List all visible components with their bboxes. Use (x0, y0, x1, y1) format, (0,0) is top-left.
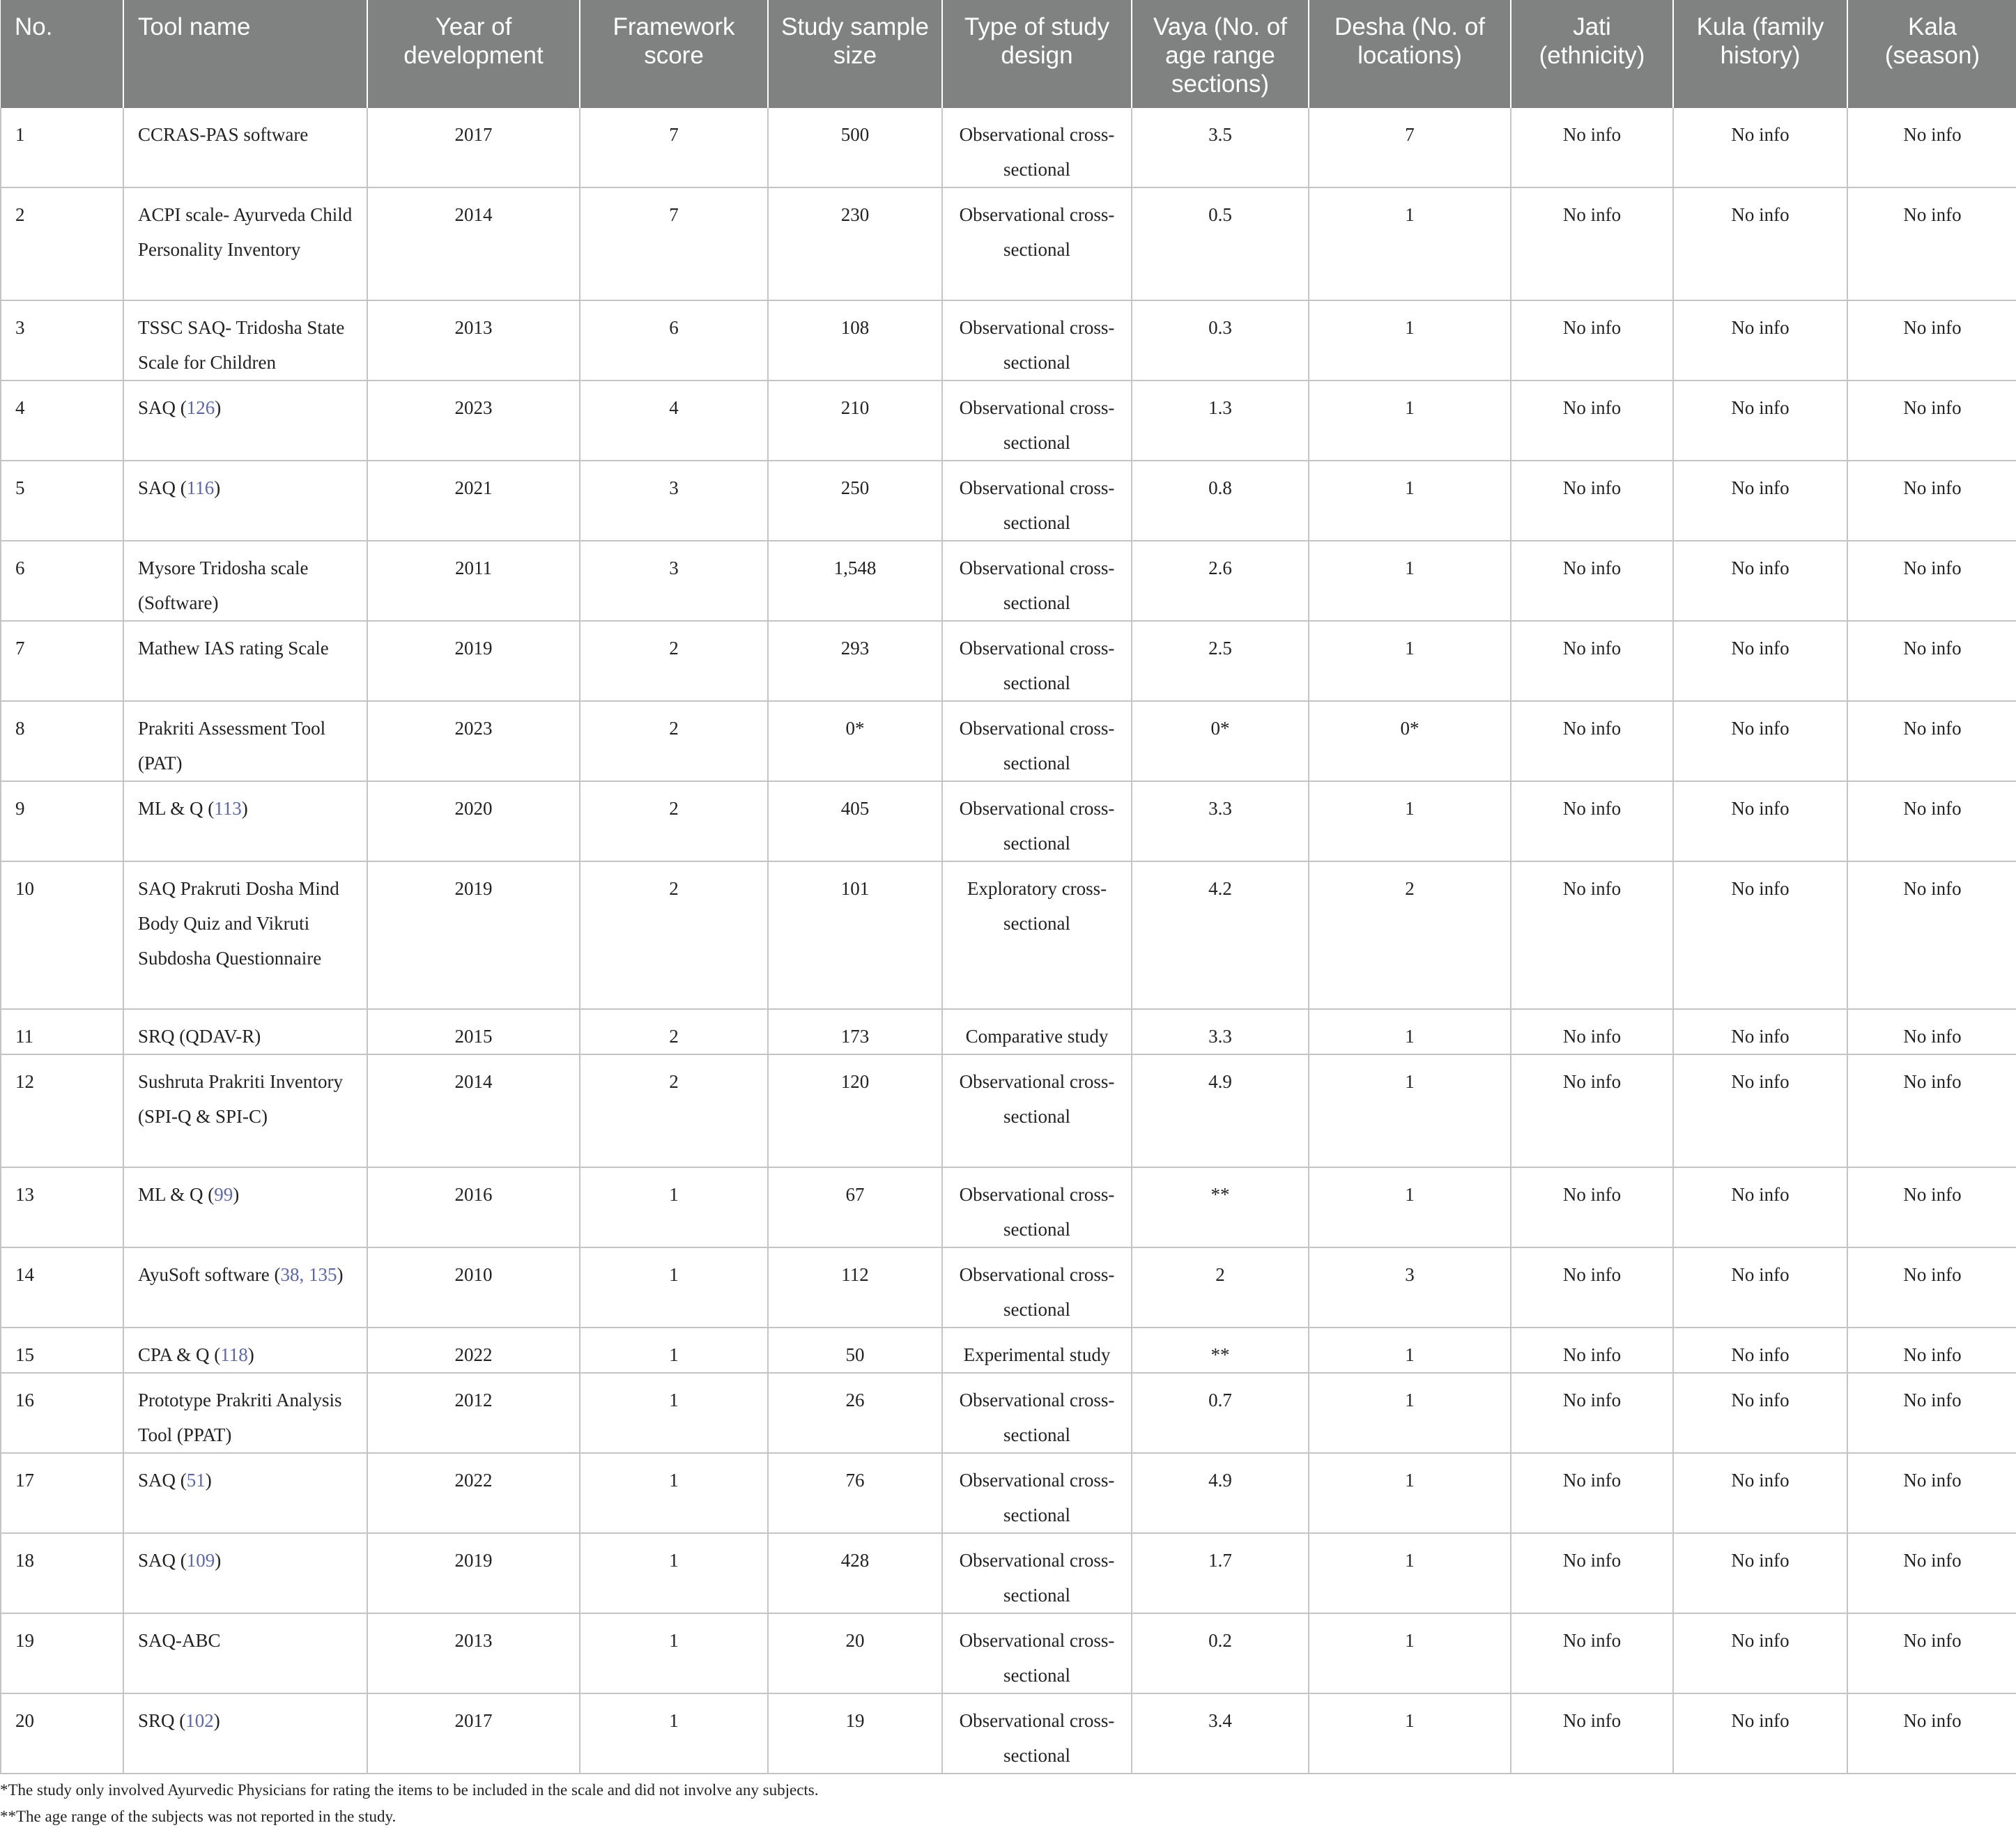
cell-vaya: 2.6 (1132, 541, 1309, 621)
cell-desha: 0* (1309, 701, 1511, 781)
cell-sample-size: 1,548 (768, 541, 942, 621)
footnote-1: *The study only involved Ayurvedic Physicians for rating the items to be included in the scale and did not involve any subjects. (0, 1781, 819, 1799)
cell-study-design: Observational cross-sectional (942, 380, 1132, 461)
cell-no: 12 (1, 1054, 123, 1167)
cell-kala: No info (1847, 781, 2016, 861)
cell-desha: 1 (1309, 1054, 1511, 1167)
cell-kala: No info (1847, 621, 2016, 701)
cell-no: 9 (1, 781, 123, 861)
cell-study-design: Observational cross-sectional (942, 461, 1132, 541)
table-row (1, 1533, 2016, 1613)
tool-name-text: ACPI scale- Ayurveda Child Personality Inventory (138, 204, 353, 260)
table-row (1, 701, 2016, 781)
cell-framework-score: 1 (580, 1373, 768, 1453)
cell-jati: No info (1511, 701, 1673, 781)
tool-name-text: SAQ ( (138, 1470, 187, 1491)
cell-year: 2015 (367, 1009, 580, 1054)
cell-tool-name: CPA & Q (118) (123, 1328, 367, 1373)
cell-vaya: 0.7 (1132, 1373, 1309, 1453)
cell-sample-size: 293 (768, 621, 942, 701)
cell-kala: No info (1847, 1328, 2016, 1373)
cell-sample-size: 500 (768, 108, 942, 187)
cell-desha: 1 (1309, 781, 1511, 861)
cell-tool-name (123, 1613, 367, 1693)
cell-tool-name: AyuSoft software (38, 135) (123, 1247, 367, 1328)
cell-jati: No info (1511, 781, 1673, 861)
cell-sample-size: 76 (768, 1453, 942, 1533)
tool-name-text: SAQ ( (138, 397, 187, 418)
cell-kala: No info (1847, 300, 2016, 380)
table-row (1, 300, 2016, 380)
cell-year: 2013 (367, 300, 580, 380)
cell-year: 2020 (367, 781, 580, 861)
cell-framework-score: 1 (580, 1533, 768, 1613)
cell-kula: No info (1673, 1453, 1847, 1533)
cell-jati: No info (1511, 1009, 1673, 1054)
cell-year: 2022 (367, 1328, 580, 1373)
cell-year: 2013 (367, 1613, 580, 1693)
cell-study-design: Observational cross-sectional (942, 541, 1132, 621)
cell-tool-name: SRQ (102) (123, 1693, 367, 1774)
reference-link[interactable]: 126 (186, 397, 215, 418)
cell-jati: No info (1511, 621, 1673, 701)
cell-tool-name: SAQ (109) (123, 1533, 367, 1613)
cell-kula: No info (1673, 701, 1847, 781)
cell-year: 2021 (367, 461, 580, 541)
cell-no: 6 (1, 541, 123, 621)
table-row (1, 1453, 2016, 1533)
cell-year: 2019 (367, 861, 580, 1009)
cell-sample-size: 67 (768, 1167, 942, 1247)
cell-kala: No info (1847, 1693, 2016, 1774)
tool-name-text: CPA & Q ( (138, 1344, 221, 1365)
cell-framework-score: 1 (580, 1167, 768, 1247)
reference-link[interactable]: 116 (186, 477, 215, 498)
cell-jati: No info (1511, 1167, 1673, 1247)
cell-tool-name: SAQ (126) (123, 380, 367, 461)
cell-no: 14 (1, 1247, 123, 1328)
cell-year: 2019 (367, 621, 580, 701)
cell-kula: No info (1673, 187, 1847, 300)
cell-study-design: Experimental study (942, 1328, 1132, 1373)
header-study-design: Type of study design (942, 0, 1132, 108)
tool-name-text: AyuSoft software ( (138, 1264, 281, 1285)
header-kala: Kala (season) (1847, 0, 2016, 108)
table-row (1, 461, 2016, 541)
cell-framework-score: 4 (580, 380, 768, 461)
cell-vaya: 3.4 (1132, 1693, 1309, 1774)
cell-year: 2022 (367, 1453, 580, 1533)
cell-framework-score: 1 (580, 1453, 768, 1533)
cell-jati: No info (1511, 1453, 1673, 1533)
header-year: Year of development (367, 0, 580, 108)
cell-no: 17 (1, 1453, 123, 1533)
cell-no: 15 (1, 1328, 123, 1373)
cell-framework-score: 1 (580, 1247, 768, 1328)
cell-kala: No info (1847, 541, 2016, 621)
tool-name-text: SAQ Prakruti Dosha Mind Body Quiz and Vikruti Subdosha Questionnaire (138, 878, 339, 969)
tool-name-text: SRQ (QDAV-R) (138, 1026, 261, 1047)
cell-kala: No info (1847, 108, 2016, 187)
cell-vaya: ** (1132, 1328, 1309, 1373)
cell-kula: No info (1673, 1054, 1847, 1167)
cell-jati: No info (1511, 300, 1673, 380)
cell-kala: No info (1847, 701, 2016, 781)
cell-framework-score: 6 (580, 300, 768, 380)
cell-tool-name (123, 861, 367, 1009)
cell-kula: No info (1673, 541, 1847, 621)
cell-desha: 1 (1309, 541, 1511, 621)
tool-name-text: CCRAS-PAS software (138, 124, 309, 145)
cell-vaya: 2 (1132, 1247, 1309, 1328)
cell-framework-score: 7 (580, 187, 768, 300)
cell-year: 2016 (367, 1167, 580, 1247)
cell-no: 11 (1, 1009, 123, 1054)
cell-sample-size: 120 (768, 1054, 942, 1167)
cell-kala: No info (1847, 1453, 2016, 1533)
cell-kula: No info (1673, 1247, 1847, 1328)
cell-vaya: 1.7 (1132, 1533, 1309, 1613)
cell-tool-name (123, 1009, 367, 1054)
cell-desha: 2 (1309, 861, 1511, 1009)
cell-no: 7 (1, 621, 123, 701)
cell-no: 2 (1, 187, 123, 300)
cell-sample-size: 19 (768, 1693, 942, 1774)
header-jati: Jati (ethnicity) (1511, 0, 1673, 108)
cell-vaya: 4.9 (1132, 1453, 1309, 1533)
tool-name-text: ML & Q ( (138, 1184, 215, 1205)
cell-framework-score: 2 (580, 1054, 768, 1167)
cell-kala: No info (1847, 1613, 2016, 1693)
cell-year: 2010 (367, 1247, 580, 1328)
header-tool-name: Tool name (123, 0, 367, 108)
cell-kula: No info (1673, 1613, 1847, 1693)
reference-link[interactable]: 102 (185, 1710, 214, 1731)
table-row (1, 380, 2016, 461)
table-row (1, 1247, 2016, 1328)
footnote-2: **The age range of the subjects was not reported in the study. (0, 1808, 397, 1825)
tool-name-text: Sushruta Prakriti Inventory (SPI-Q & SPI-C) (138, 1071, 343, 1127)
cell-desha: 1 (1309, 461, 1511, 541)
cell-tool-name (123, 108, 367, 187)
cell-no: 4 (1, 380, 123, 461)
cell-sample-size: 112 (768, 1247, 942, 1328)
cell-kala: No info (1847, 861, 2016, 1009)
tool-name-text: SRQ ( (138, 1710, 186, 1731)
table-row (1, 1373, 2016, 1453)
cell-sample-size: 173 (768, 1009, 942, 1054)
table-row (1, 541, 2016, 621)
cell-desha: 1 (1309, 300, 1511, 380)
cell-jati: No info (1511, 1247, 1673, 1328)
cell-framework-score: 2 (580, 701, 768, 781)
cell-kula: No info (1673, 380, 1847, 461)
cell-framework-score: 1 (580, 1328, 768, 1373)
tool-name-text: Prototype Prakriti Analysis Tool (PPAT) (138, 1390, 342, 1445)
cell-sample-size: 405 (768, 781, 942, 861)
cell-desha: 1 (1309, 1693, 1511, 1774)
header-sample-size: Study sample size (768, 0, 942, 108)
cell-sample-size: 0* (768, 701, 942, 781)
cell-sample-size: 101 (768, 861, 942, 1009)
cell-tool-name (123, 621, 367, 701)
cell-year: 2017 (367, 108, 580, 187)
cell-no: 13 (1, 1167, 123, 1247)
cell-study-design: Observational cross-sectional (942, 621, 1132, 701)
cell-study-design: Observational cross-sectional (942, 1533, 1132, 1613)
cell-year: 2023 (367, 380, 580, 461)
cell-kala: No info (1847, 1247, 2016, 1328)
cell-desha: 1 (1309, 1167, 1511, 1247)
cell-kula: No info (1673, 1693, 1847, 1774)
cell-kala: No info (1847, 1373, 2016, 1453)
reference-link[interactable]: 113 (214, 798, 242, 819)
cell-kula: No info (1673, 1328, 1847, 1373)
cell-study-design: Exploratory cross-sectional (942, 861, 1132, 1009)
cell-desha: 1 (1309, 621, 1511, 701)
cell-year: 2011 (367, 541, 580, 621)
cell-tool-name: ML & Q (99) (123, 1167, 367, 1247)
cell-kula: No info (1673, 781, 1847, 861)
header-no: No. (1, 0, 123, 108)
cell-study-design: Observational cross-sectional (942, 701, 1132, 781)
cell-jati: No info (1511, 1054, 1673, 1167)
cell-kula: No info (1673, 1009, 1847, 1054)
cell-tool-name: SAQ (51) (123, 1453, 367, 1533)
cell-vaya: 0.8 (1132, 461, 1309, 541)
cell-desha: 1 (1309, 1533, 1511, 1613)
table-row (1, 1613, 2016, 1693)
cell-study-design: Observational cross-sectional (942, 108, 1132, 187)
cell-no: 18 (1, 1533, 123, 1613)
cell-jati: No info (1511, 108, 1673, 187)
cell-study-design: Observational cross-sectional (942, 781, 1132, 861)
cell-desha: 1 (1309, 1328, 1511, 1373)
cell-no: 1 (1, 108, 123, 187)
cell-vaya: 0.5 (1132, 187, 1309, 300)
cell-no: 20 (1, 1693, 123, 1774)
tool-name-text: Mysore Tridosha scale (Software) (138, 558, 309, 613)
cell-desha: 1 (1309, 1453, 1511, 1533)
cell-tool-name: SAQ (116) (123, 461, 367, 541)
cell-sample-size: 210 (768, 380, 942, 461)
cell-jati: No info (1511, 541, 1673, 621)
header-row (1, 0, 2016, 108)
cell-tool-name (123, 541, 367, 621)
cell-kula: No info (1673, 861, 1847, 1009)
reference-link[interactable]: 38, 135 (280, 1264, 337, 1285)
header-kula: Kula (family history) (1673, 0, 1847, 108)
cell-jati: No info (1511, 461, 1673, 541)
footnotes (0, 1774, 2016, 1830)
cell-study-design: Observational cross-sectional (942, 1373, 1132, 1453)
table-row (1, 1693, 2016, 1774)
cell-framework-score: 2 (580, 781, 768, 861)
cell-sample-size: 250 (768, 461, 942, 541)
cell-tool-name (123, 187, 367, 300)
table-row (1, 1009, 2016, 1054)
cell-desha: 1 (1309, 1373, 1511, 1453)
cell-sample-size: 428 (768, 1533, 942, 1613)
cell-framework-score: 3 (580, 541, 768, 621)
cell-year: 2014 (367, 1054, 580, 1167)
cell-sample-size: 20 (768, 1613, 942, 1693)
cell-desha: 1 (1309, 1009, 1511, 1054)
table-header (1, 0, 2016, 108)
tool-name-text: Prakriti Assessment Tool (PAT) (138, 718, 326, 774)
cell-study-design: Observational cross-sectional (942, 1167, 1132, 1247)
cell-vaya: 0.2 (1132, 1613, 1309, 1693)
cell-sample-size: 50 (768, 1328, 942, 1373)
cell-sample-size: 230 (768, 187, 942, 300)
cell-jati: No info (1511, 1693, 1673, 1774)
cell-framework-score: 1 (580, 1693, 768, 1774)
table-row (1, 1054, 2016, 1167)
cell-vaya: 3.3 (1132, 1009, 1309, 1054)
cell-tool-name (123, 1054, 367, 1167)
table-row (1, 187, 2016, 300)
reference-link[interactable]: 109 (186, 1550, 215, 1571)
cell-no: 5 (1, 461, 123, 541)
cell-kula: No info (1673, 621, 1847, 701)
cell-tool-name (123, 701, 367, 781)
cell-kula: No info (1673, 1533, 1847, 1613)
cell-framework-score: 2 (580, 621, 768, 701)
cell-kula: No info (1673, 108, 1847, 187)
cell-vaya: 4.2 (1132, 861, 1309, 1009)
cell-desha: 3 (1309, 1247, 1511, 1328)
cell-desha: 1 (1309, 380, 1511, 461)
cell-jati: No info (1511, 380, 1673, 461)
cell-kula: No info (1673, 461, 1847, 541)
cell-study-design: Observational cross-sectional (942, 1247, 1132, 1328)
tool-name-text: TSSC SAQ- Tridosha State Scale for Children (138, 317, 345, 373)
table-row (1, 108, 2016, 187)
cell-kala: No info (1847, 461, 2016, 541)
cell-tool-name: ML & Q (113) (123, 781, 367, 861)
cell-framework-score: 1 (580, 1613, 768, 1693)
cell-year: 2012 (367, 1373, 580, 1453)
cell-no: 8 (1, 701, 123, 781)
reference-link[interactable]: 99 (214, 1184, 233, 1205)
cell-jati: No info (1511, 1613, 1673, 1693)
cell-framework-score: 2 (580, 861, 768, 1009)
cell-no: 19 (1, 1613, 123, 1693)
header-framework-score: Framework score (580, 0, 768, 108)
cell-year: 2017 (367, 1693, 580, 1774)
cell-study-design: Observational cross-sectional (942, 1613, 1132, 1693)
cell-desha: 7 (1309, 108, 1511, 187)
cell-study-design: Observational cross-sectional (942, 1054, 1132, 1167)
tool-name-text: ML & Q ( (138, 798, 215, 819)
cell-kula: No info (1673, 1373, 1847, 1453)
cell-vaya: 2.5 (1132, 621, 1309, 701)
cell-study-design: Observational cross-sectional (942, 1453, 1132, 1533)
table-row (1, 781, 2016, 861)
cell-study-design: Comparative study (942, 1009, 1132, 1054)
tool-name-text: SAQ ( (138, 477, 187, 498)
cell-vaya: 3.3 (1132, 781, 1309, 861)
cell-vaya: ** (1132, 1167, 1309, 1247)
cell-jati: No info (1511, 1328, 1673, 1373)
cell-kula: No info (1673, 300, 1847, 380)
header-vaya: Vaya (No. of age range sections) (1132, 0, 1309, 108)
cell-jati: No info (1511, 187, 1673, 300)
table-row (1, 861, 2016, 1009)
cell-vaya: 4.9 (1132, 1054, 1309, 1167)
cell-study-design: Observational cross-sectional (942, 187, 1132, 300)
cell-study-design: Observational cross-sectional (942, 1693, 1132, 1774)
cell-kala: No info (1847, 1167, 2016, 1247)
cell-jati: No info (1511, 861, 1673, 1009)
cell-year: 2023 (367, 701, 580, 781)
reference-link[interactable]: 118 (220, 1344, 248, 1365)
cell-no: 3 (1, 300, 123, 380)
cell-sample-size: 26 (768, 1373, 942, 1453)
table-row (1, 621, 2016, 701)
cell-kala: No info (1847, 1533, 2016, 1613)
cell-kula: No info (1673, 1167, 1847, 1247)
tool-name-text: SAQ-ABC (138, 1630, 221, 1651)
table-row (1, 1328, 2016, 1373)
header-desha: Desha (No. of locations) (1309, 0, 1511, 108)
cell-no: 10 (1, 861, 123, 1009)
cell-framework-score: 7 (580, 108, 768, 187)
tool-name-text: SAQ ( (138, 1550, 187, 1571)
cell-jati: No info (1511, 1533, 1673, 1613)
cell-vaya: 0.3 (1132, 300, 1309, 380)
cell-tool-name (123, 1373, 367, 1453)
cell-tool-name (123, 300, 367, 380)
reference-link[interactable]: 51 (186, 1470, 206, 1491)
table-body (1, 108, 2016, 1774)
cell-vaya: 3.5 (1132, 108, 1309, 187)
cell-no: 16 (1, 1373, 123, 1453)
cell-desha: 1 (1309, 187, 1511, 300)
cell-kala: No info (1847, 1009, 2016, 1054)
cell-framework-score: 2 (580, 1009, 768, 1054)
cell-sample-size: 108 (768, 300, 942, 380)
tool-name-text: Mathew IAS rating Scale (138, 638, 329, 659)
cell-kala: No info (1847, 380, 2016, 461)
cell-kala: No info (1847, 187, 2016, 300)
cell-framework-score: 3 (580, 461, 768, 541)
cell-desha: 1 (1309, 1613, 1511, 1693)
cell-study-design: Observational cross-sectional (942, 300, 1132, 380)
cell-year: 2014 (367, 187, 580, 300)
cell-vaya: 1.3 (1132, 380, 1309, 461)
table-row (1, 1167, 2016, 1247)
cell-jati: No info (1511, 1373, 1673, 1453)
cell-vaya: 0* (1132, 701, 1309, 781)
cell-year: 2019 (367, 1533, 580, 1613)
cell-kala: No info (1847, 1054, 2016, 1167)
